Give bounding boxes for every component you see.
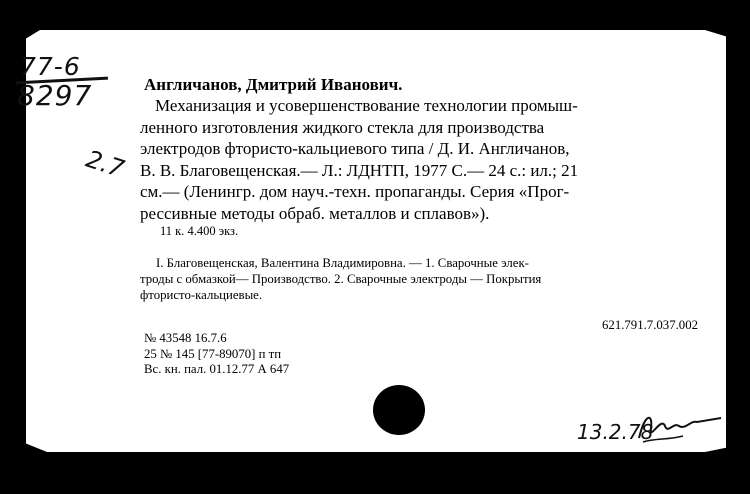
- description-line: электродов фтористо-кальциевого типа / Д. И. Англичанов,: [140, 139, 570, 158]
- description-line: ленного изготовления жидкого стекла для производства: [140, 117, 545, 137]
- technical-line: Вс. кн. пал. 01.12.77 А 647: [144, 362, 290, 376]
- added-entry-line: фтористо-кальциевые.: [140, 288, 263, 302]
- description-line: Механизация и усовершенствование технологии промыш-: [155, 96, 578, 115]
- handwritten-side-note: 2.7: [82, 144, 128, 184]
- call-number-top: 77-6: [20, 52, 81, 81]
- call-number-bottom: 8297: [17, 79, 93, 112]
- description-line: В. В. Благовещенская.— Л.: ЛДНТП, 1977 С.— 24 с.: ил.; 21: [140, 160, 579, 180]
- added-entries: [140, 255, 698, 303]
- bibliographic-description: [140, 95, 700, 224]
- added-entry-line: троды с обмазкой— Производство. 2. Сварочные электроды — Покрытия: [140, 272, 542, 286]
- classification-number: 621.791.7.037.002: [602, 318, 698, 332]
- technical-info: [144, 331, 289, 378]
- print-run: 11 к. 4.400 экз.: [160, 224, 239, 238]
- technical-line: 25 № 145 [77-89070] п тп: [144, 346, 282, 361]
- added-entry-line: I. Благовещенская, Валентина Владимировна. — 1. Сварочные элек-: [156, 256, 529, 270]
- handwritten-date: 13.2.78: [577, 420, 654, 444]
- technical-line: № 43548 16.7.6: [144, 331, 227, 345]
- description-line: рессивные методы обраб. металлов и сплавов»).: [140, 203, 490, 223]
- author-heading: Англичанов, Дмитрий Иванович.: [144, 75, 403, 94]
- description-line: см.— (Ленингр. дом науч.-техн. пропаганды. Серия «Прог-: [140, 182, 570, 201]
- signature-scribble: [635, 408, 725, 448]
- punch-hole-mark: [373, 385, 425, 435]
